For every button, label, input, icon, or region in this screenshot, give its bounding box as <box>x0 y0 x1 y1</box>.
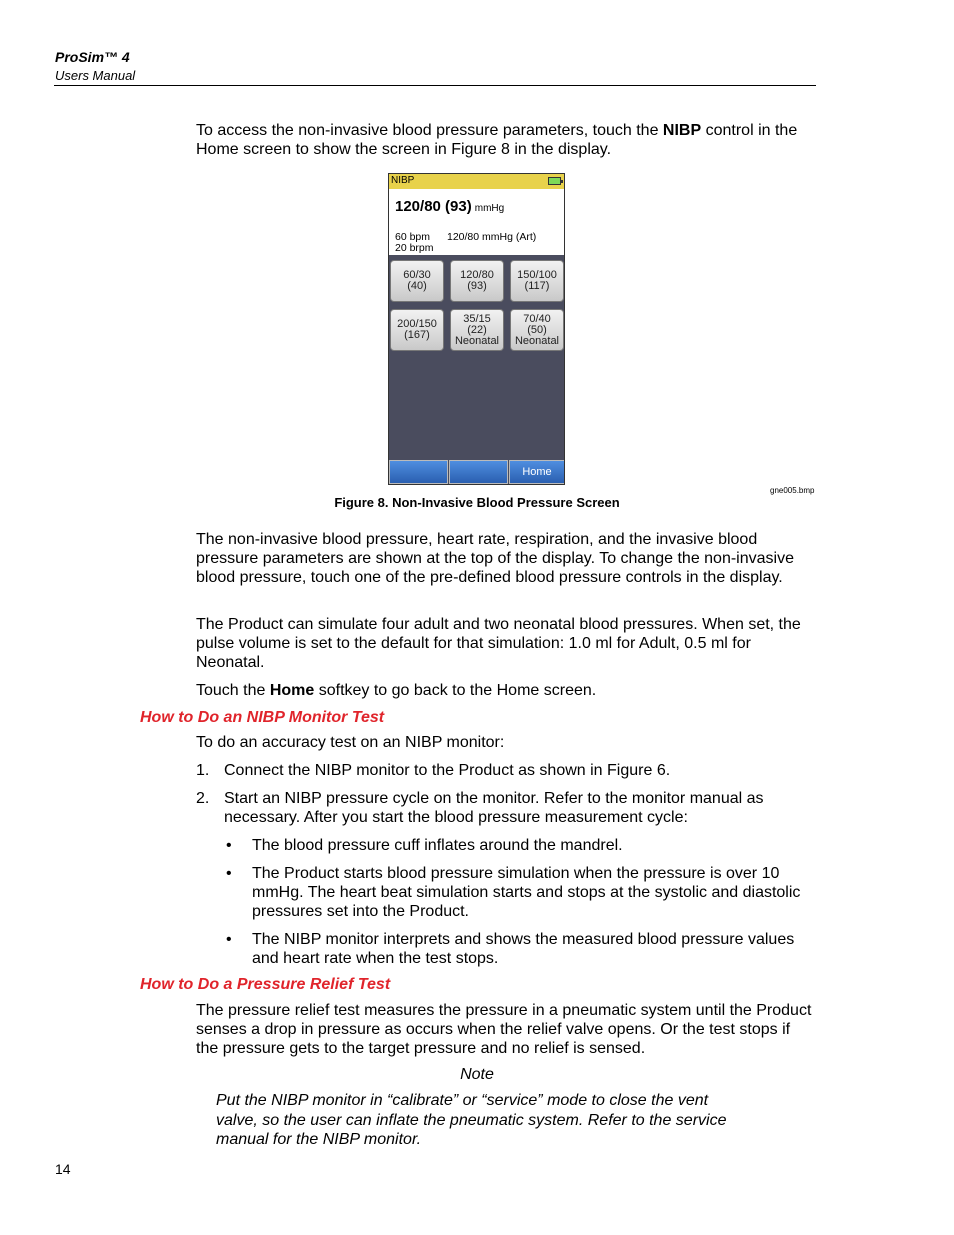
bp-preset-button[interactable]: 35/15 (22) Neonatal <box>450 309 504 351</box>
paragraph-home: Touch the Home softkey to go back to the Home screen. <box>196 682 597 699</box>
bp-preset-button[interactable]: 70/40 (50) Neonatal <box>510 309 564 351</box>
section-intro: To do an accuracy test on an NIBP monitor: <box>196 734 505 751</box>
relief-test-paragraph: The pressure relief test measures the pressure in a pneumatic system until the Product senses a drop in pressure as occurs when the relief valve opens. Or the test stops if the pressure gets to the target pressure and no relief is sensed. <box>196 1002 812 1057</box>
header-rule <box>54 85 816 86</box>
bullet-item: The blood pressure cuff inflates around the mandrel. <box>252 837 623 854</box>
figure-file-id: gne005.bmp <box>770 486 815 495</box>
figure-caption: Figure 8. Non-Invasive Blood Pressure Screen <box>334 495 620 510</box>
battery-icon <box>548 177 561 185</box>
heart-rate: 60 bpm <box>395 231 431 243</box>
bp-preset-button[interactable]: 200/150 (167) <box>390 309 444 351</box>
section-heading-relief-test: How to Do a Pressure Relief Test <box>140 976 391 993</box>
bullet-marker: • <box>226 865 232 882</box>
intro-paragraph: To access the non-invasive blood pressure parameters, touch the NIBP control in the Home screen to show the screen in Figure 8 in the display. <box>196 122 798 158</box>
note-heading: Note <box>460 1066 494 1083</box>
softkey-2[interactable] <box>449 460 508 484</box>
paragraph-simulation: The Product can simulate four adult and two neonatal blood pressures. When set, the pulse volume is set to the default for that simulation: 1.0 ml for Adult, 0.5 ml for Neonatal. <box>196 616 801 671</box>
paragraph-display: The non-invasive blood pressure, heart rate, respiration, and the invasive blood pressure parameters are shown at the top of the display. To change the non-invasive blood pressure, touch one of the pre-defined blood pressure controls in the display. <box>196 531 794 586</box>
bp-preset-button[interactable]: 60/30 (40) <box>390 260 444 302</box>
bp-preset-button[interactable]: 150/100 (117) <box>510 260 564 302</box>
bullet-marker: • <box>226 931 232 948</box>
header-subtitle: Users Manual <box>55 68 136 83</box>
bullet-marker: • <box>226 837 232 854</box>
home-softkey[interactable]: Home <box>509 460 565 484</box>
nibp-screen-figure <box>388 173 565 485</box>
bullet-item: The Product starts blood pressure simulation when the pressure is over 10 mmHg. The heart beat simulation starts and stops at the systolic and diastolic pressures set into the Product. <box>252 865 801 920</box>
art-pressure: 120/80 mmHg (Art) <box>447 231 537 243</box>
bullet-item: The NIBP monitor interprets and shows the measured blood pressure values and heart rate when the test stops. <box>252 931 795 967</box>
readout-panel <box>389 189 564 255</box>
screen-titlebar <box>389 174 564 189</box>
page-number: 14 <box>55 1161 71 1177</box>
step-number: 2. <box>196 790 210 807</box>
softkey-1[interactable] <box>389 460 448 484</box>
bp-preset-button[interactable]: 120/80 (93) <box>450 260 504 302</box>
step-text: Start an NIBP pressure cycle on the monitor. Refer to the monitor manual as necessary. After you start the blood pressure measurement cycle: <box>224 790 764 826</box>
step-text: Connect the NIBP monitor to the Product as shown in Figure 6. <box>224 762 671 779</box>
header-title: ProSim™ 4 <box>55 49 130 65</box>
section-heading-nibp-test: How to Do an NIBP Monitor Test <box>140 709 385 726</box>
screen-title: NIBP <box>391 175 415 186</box>
resp-rate: 20 brpm <box>395 242 434 254</box>
bp-readout: 120/80 (93) mmHg <box>395 198 505 215</box>
note-text: Put the NIBP monitor in “calibrate” or “service” mode to close the vent valve, so the user can inflate the pneumatic system. Refer to the service manual for the NIBP monitor. <box>216 1092 727 1148</box>
step-number: 1. <box>196 762 210 779</box>
